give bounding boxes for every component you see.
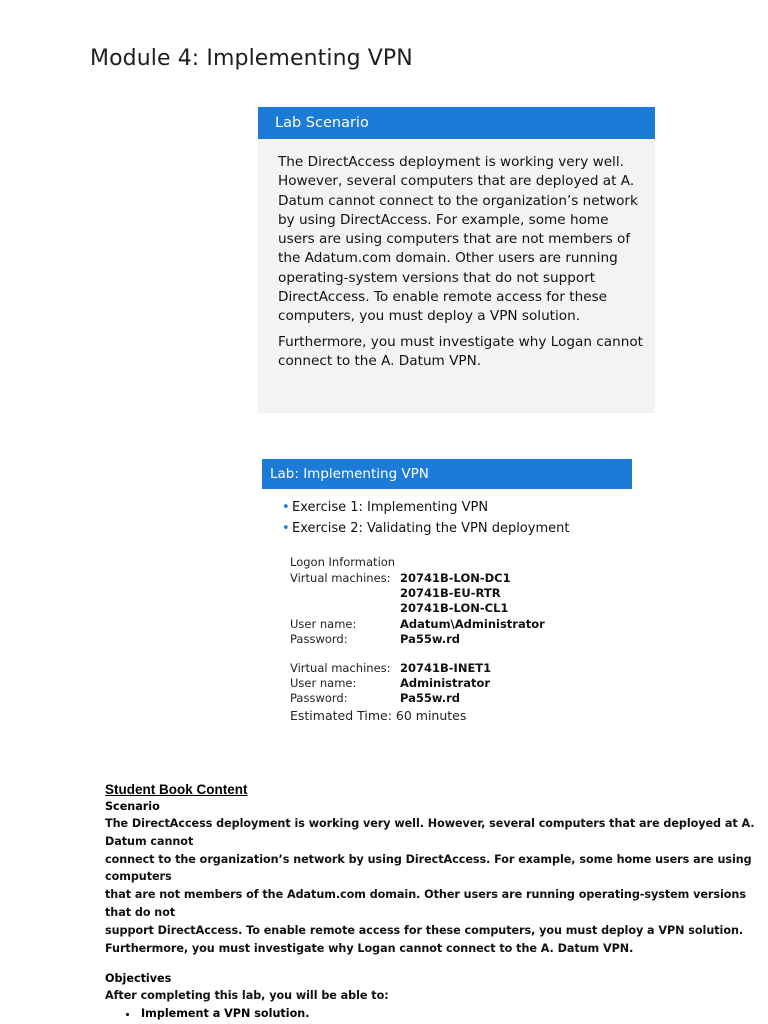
exercise-label: Exercise 2: Validating the VPN deployment [292, 521, 570, 536]
vm-value: 20741B-LON-DC1 [400, 571, 511, 585]
objectives-list [105, 1005, 760, 1022]
exercise-label: Exercise 1: Implementing VPN [292, 500, 489, 515]
logon-row [290, 571, 632, 586]
logon-row [290, 676, 632, 691]
user-label: User name: [290, 616, 357, 631]
logon-row [290, 661, 632, 676]
logon-information [290, 553, 632, 725]
lab-scenario-paragraph: The DirectAccess deployment is working very well. However, several computers that are deployed at A. Datum cannot connect to the organization’s network by using DirectAccess. For example, some home users are using computers that are not members of the Adatum.com domain. Other users are running operating-system versions that do not support DirectAccess. To enable remote access for these computers, you must deploy a VPN solution. [278, 154, 638, 325]
scenario-line: that are not members of the Adatum.com domain. Other users are running operating-system versions that do not [105, 888, 746, 919]
estimated-time: Estimated Time: 60 minutes [290, 707, 467, 723]
logon-row [290, 632, 632, 647]
bullet-dot-icon: • [282, 500, 290, 515]
scenario-line: support DirectAccess. To enable remote access for these computers, you must deploy a VPN solution. [105, 923, 744, 937]
lab-implementing-vpn-slide [262, 459, 632, 737]
user-label: User name: [290, 676, 357, 691]
vm-label: Virtual machines: [290, 661, 391, 676]
objectives-intro: After completing this lab, you will be able to: [105, 989, 389, 1003]
scenario-line: The DirectAccess deployment is working very well. However, several computers that are deployed at A. Datum cannot [105, 817, 755, 848]
exercise-item [284, 497, 632, 518]
scenario-line: Furthermore, you must investigate why Logan cannot connect to the A. Datum VPN. [105, 941, 634, 955]
logon-title: Logon Information [290, 555, 396, 569]
student-book-content [105, 782, 760, 1022]
password-value: Pa55w.rd [400, 631, 461, 646]
lab-scenario-slide [258, 107, 655, 413]
password-label: Password: [290, 691, 348, 706]
user-value: Adatum\Administrator [400, 616, 545, 631]
lab-scenario-header: Lab Scenario [258, 107, 655, 139]
vm-value: 20741B-LON-CL1 [400, 601, 509, 616]
vm-value: 20741B-EU-RTR [400, 586, 501, 601]
password-value: Pa55w.rd [400, 691, 461, 706]
bullet-dot-icon: • [282, 521, 290, 536]
page-title: Module 4: Implementing VPN [90, 46, 413, 71]
password-label: Password: [290, 631, 348, 646]
logon-row [290, 586, 632, 601]
user-value: Administrator [400, 676, 491, 691]
student-book-heading: Student Book Content [105, 782, 248, 797]
scenario-line: connect to the organization’s network by using DirectAccess. For example, some home users are using computers [105, 852, 752, 884]
logon-row [290, 601, 632, 616]
exercise-item [284, 518, 632, 539]
scenario-label: Scenario [105, 800, 160, 813]
lab-scenario-paragraph: Furthermore, you must investigate why Logan cannot connect to the A. Datum VPN. [278, 333, 643, 369]
vm-value: 20741B-INET1 [400, 661, 492, 676]
exercise-list [262, 489, 632, 539]
objectives-label: Objectives [105, 972, 172, 986]
lab-scenario-body [258, 139, 655, 371]
lab-implementing-vpn-header: Lab: Implementing VPN [262, 459, 632, 489]
logon-row [290, 691, 632, 706]
logon-row [290, 617, 632, 632]
objective-item: • Implement a VPN solution. [139, 1005, 760, 1022]
vm-label: Virtual machines: [290, 571, 391, 585]
